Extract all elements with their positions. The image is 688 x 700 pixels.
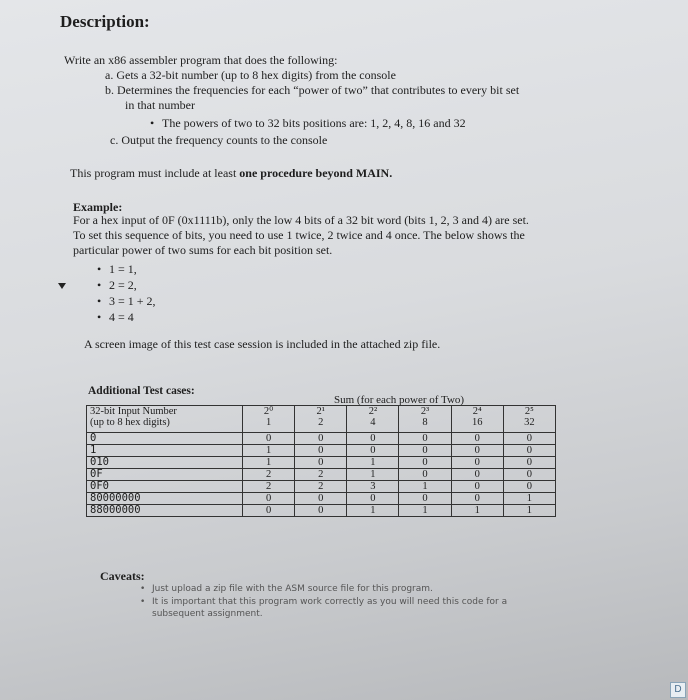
intro-text: Write an x86 assembler program that does the following: (64, 53, 338, 67)
count-cell: 0 (399, 445, 451, 457)
step-a: a. Gets a 32-bit number (up to 8 hex digits) from the console (105, 68, 396, 82)
example-item: • 1 = 1, (97, 262, 137, 276)
table-row (87, 457, 556, 469)
step-b-line1: b. Determines the frequencies for each “power of two” that contributes to every bit set (105, 83, 520, 97)
example-item: • 4 = 4 (97, 310, 134, 324)
count-cell: 0 (451, 433, 503, 445)
count-cell: 0 (399, 457, 451, 469)
count-cell: 0 (295, 493, 347, 505)
input-header: 32-bit Input Number (up to 8 hex digits) (87, 406, 243, 433)
count-cell: 0 (451, 445, 503, 457)
count-cell: 0 (503, 445, 555, 457)
count-cell: 1 (243, 457, 295, 469)
count-cell: 0 (347, 445, 399, 457)
count-cell: 1 (399, 481, 451, 493)
power-header: 2² 4 (347, 406, 399, 433)
input-cell: 0F0 (87, 481, 243, 493)
example-line-1: For a hex input of 0F (0x1111b), only the low 4 bits of a 32 bit word (bits 1, 2, 3 and 4) are set. (73, 213, 529, 227)
input-cell: 0F (87, 469, 243, 481)
count-cell: 0 (243, 433, 295, 445)
table-row (87, 445, 556, 457)
example-line-3: particular power of two sums for each bit position set. (73, 243, 333, 257)
table-row (87, 481, 556, 493)
count-cell: 0 (295, 505, 347, 517)
count-cell: 1 (347, 505, 399, 517)
table-row (87, 469, 556, 481)
count-cell: 0 (451, 481, 503, 493)
count-cell: 0 (243, 505, 295, 517)
table-header-row (87, 406, 556, 433)
bullet-icon: • (140, 584, 146, 594)
table-row (87, 493, 556, 505)
count-cell: 0 (399, 469, 451, 481)
power-header: 2³ 8 (399, 406, 451, 433)
example-item: • 3 = 1 + 2, (97, 294, 156, 308)
example-item: • 2 = 2, (97, 278, 137, 292)
count-cell: 2 (295, 469, 347, 481)
count-cell: 2 (243, 481, 295, 493)
count-cell: 0 (451, 457, 503, 469)
caveat-item-continued: subsequent assignment. (152, 609, 263, 619)
bullet-icon: • (97, 310, 102, 324)
marker-icon (58, 283, 66, 289)
count-cell: 2 (295, 481, 347, 493)
test-cases-table (86, 405, 556, 517)
powers-list-text: The powers of two to 32 bits positions are: 1, 2, 4, 8, 16 and 32 (162, 116, 466, 130)
input-cell: 80000000 (87, 493, 243, 505)
input-cell: 88000000 (87, 505, 243, 517)
count-cell: 0 (295, 433, 347, 445)
example-heading: Example: (73, 200, 123, 214)
table-row (87, 433, 556, 445)
requirement-emphasis: one procedure beyond MAIN. (239, 166, 393, 180)
sum-header: Sum (for each power of Two) (334, 394, 465, 406)
caveat-item: • It is important that this program work correctly as you will need this code for a (140, 597, 508, 607)
screen-note: A screen image of this test case session is included in the attached zip file. (84, 337, 441, 351)
page-title: Description: (60, 12, 150, 31)
input-cell: 0 (87, 433, 243, 445)
count-cell: 3 (347, 481, 399, 493)
bullet-icon: • (97, 294, 102, 308)
count-cell: 0 (503, 457, 555, 469)
power-header: 2⁵ 32 (503, 406, 555, 433)
count-cell: 0 (243, 493, 295, 505)
caveats-heading: Caveats: (100, 569, 145, 583)
count-cell: 0 (347, 493, 399, 505)
bullet-icon: • (140, 597, 146, 607)
corner-badge: D (670, 682, 686, 698)
count-cell: 1 (347, 469, 399, 481)
count-cell: 1 (503, 505, 555, 517)
count-cell: 0 (295, 457, 347, 469)
step-b-line2: in that number (125, 98, 195, 112)
input-cell: 010 (87, 457, 243, 469)
count-cell: 1 (243, 445, 295, 457)
bullet-icon: • (97, 278, 102, 292)
count-cell: 0 (451, 469, 503, 481)
caveat-item: • Just upload a zip file with the ASM source file for this program. (140, 584, 433, 594)
bullet-icon: • (150, 116, 155, 130)
example-line-2: To set this sequence of bits, you need to use 1 twice, 2 twice and 4 once. The below shows the (73, 228, 525, 242)
count-cell: 0 (503, 469, 555, 481)
power-header: 2¹ 2 (295, 406, 347, 433)
count-cell: 0 (295, 445, 347, 457)
count-cell: 0 (503, 481, 555, 493)
count-cell: 0 (451, 493, 503, 505)
count-cell: 0 (503, 433, 555, 445)
step-b-bullet (150, 116, 466, 131)
count-cell: 1 (503, 493, 555, 505)
count-cell: 1 (399, 505, 451, 517)
bullet-icon: • (97, 262, 102, 276)
requirement-prefix: This program must include at least (70, 166, 240, 180)
count-cell: 1 (451, 505, 503, 517)
count-cell: 2 (243, 469, 295, 481)
step-c: c. Output the frequency counts to the console (110, 133, 328, 147)
input-cell: 1 (87, 445, 243, 457)
count-cell: 0 (399, 433, 451, 445)
requirement-text (70, 166, 392, 181)
additional-tests-label: Additional Test cases: (88, 385, 195, 397)
table-row (87, 505, 556, 517)
power-header: 2⁰ 1 (243, 406, 295, 433)
count-cell: 0 (347, 433, 399, 445)
count-cell: 0 (399, 493, 451, 505)
power-header: 2⁴ 16 (451, 406, 503, 433)
count-cell: 1 (347, 457, 399, 469)
